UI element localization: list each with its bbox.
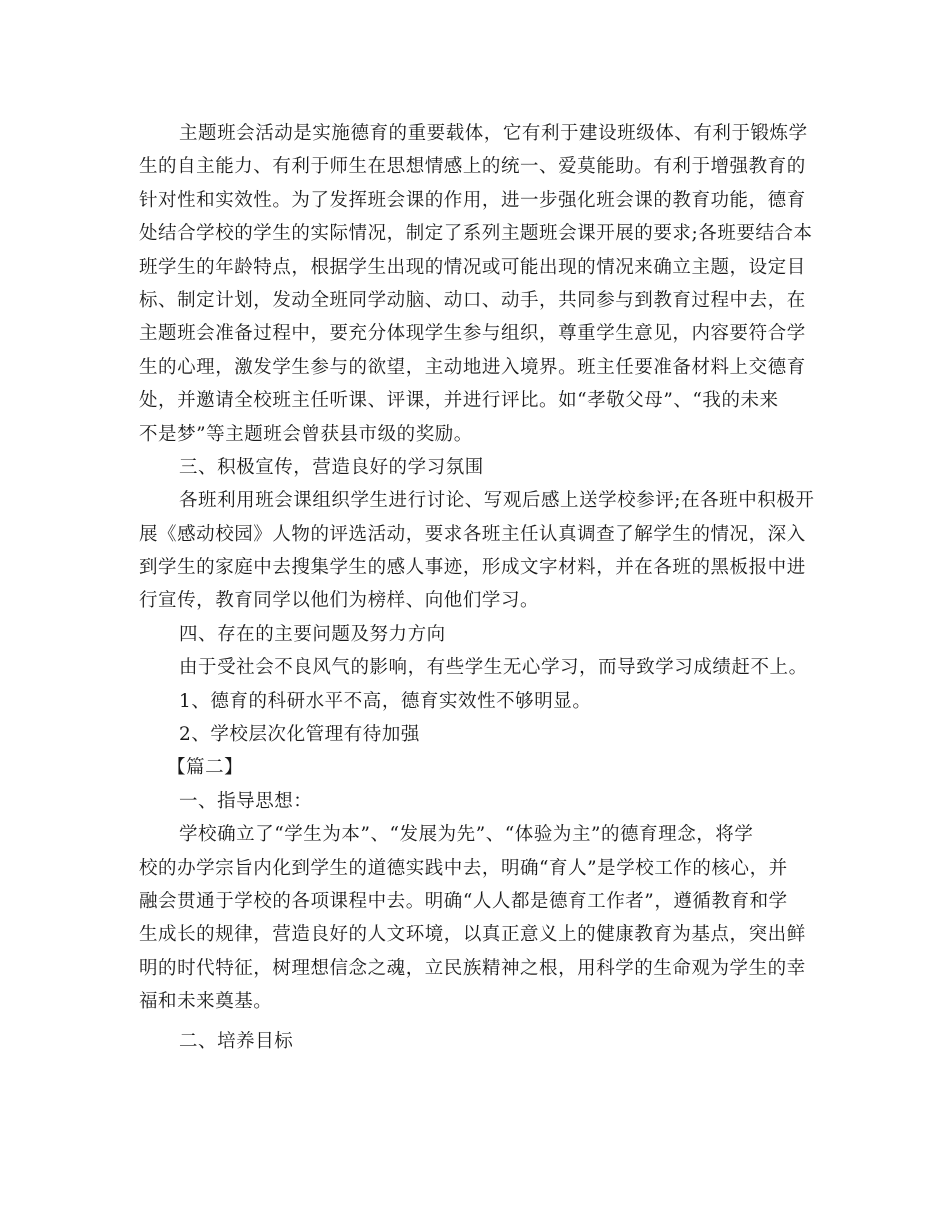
paragraph-line: 由于受社会不良风气的影响，有些学生无心学习，而导致学习成绩赶不上。 [179,657,808,679]
paragraph-line: 班学生的年龄特点，根据学生出现的情况或可能出现的情况来确立主题，设定目 [139,256,806,278]
paragraph-line: 行宣传，教育同学以他们为榜样、向他们学习。 [139,590,540,612]
paragraph-line: 融会贯通于学校的各项课程中去。明确“人人都是德育工作者”，遵循教育和学 [139,890,788,912]
paragraph-line: 处，并邀请全校班主任听课、评课，并进行评比。如“孝敬父母”、“我的未来 [139,390,779,412]
paragraph-line: 各班利用班会课组织学生进行讨论、写观后感上送学校参评;在各班中积极开 [179,490,815,512]
paragraph-line: 到学生的家庭中去搜集学生的感人事迹，形成文字材料，并在各班的黑板报中进 [139,557,806,579]
list-item: 1、德育的科研水平不高，德育实效性不够明显。 [179,690,592,712]
paragraph-line: 福和未来奠基。 [139,991,273,1013]
section-heading: 四、存在的主要问题及努力方向 [179,623,446,645]
paragraph-line: 生的心理，激发学生参与的欲望，主动地进入境界。班主任要准备材料上交德育 [139,356,806,378]
paragraph-line: 针对性和实效性。为了发挥班会课的作用，进一步强化班会课的教育功能，德育 [139,189,806,211]
paragraph-line: 主题班会活动是实施德育的重要载体，它有利于建设班级体、有利于锻炼学 [179,123,808,144]
document-page [139,117,815,1058]
paragraph-line: 主题班会准备过程中，要充分体现学生参与组织，尊重学生意见，内容要符合学 [139,323,806,345]
section-heading: 三、积极宣传，营造良好的学习氛围 [179,456,484,478]
paragraph-line: 校的办学宗旨内化到学生的道德实践中去，明确“育人”是学校工作的核心，并 [139,857,788,879]
paragraph-line: 标、制定计划，发动全班同学动脑、动口、动手，共同参与到教育过程中去，在 [139,289,806,311]
part-title: 【篇二】 [167,757,244,779]
paragraph-line: 处结合学校的学生的实际情况，制定了系列主题班会课开展的要求;各班要结合本 [139,223,813,245]
paragraph-line: 展《感动校园》人物的评选活动，要求各班主任认真调查了解学生的情况，深入 [139,523,806,545]
paragraph-line: 生的自主能力、有利于师生在思想情感上的统一、爱莫能助。有利于增强教育的 [139,156,806,178]
section-heading: 二、培养目标 [179,1030,294,1052]
paragraph-line: 明的时代特征，树理想信念之魂，立民族精神之根，用科学的生命观为学生的幸 [139,957,806,979]
paragraph-line: 学校确立了“学生为本”、“发展为先”、“体验为主”的德育理念，将学 [179,824,754,846]
paragraph-line: 生成长的规律，营造良好的人文环境，以真正意义上的健康教育为基点，突出鲜 [139,924,806,946]
paragraph-line: 不是梦”等主题班会曾获县市级的奖励。 [139,423,473,445]
section-heading: 一、指导思想： [179,790,313,812]
list-item: 2、学校层次化管理有待加强 [179,724,420,746]
